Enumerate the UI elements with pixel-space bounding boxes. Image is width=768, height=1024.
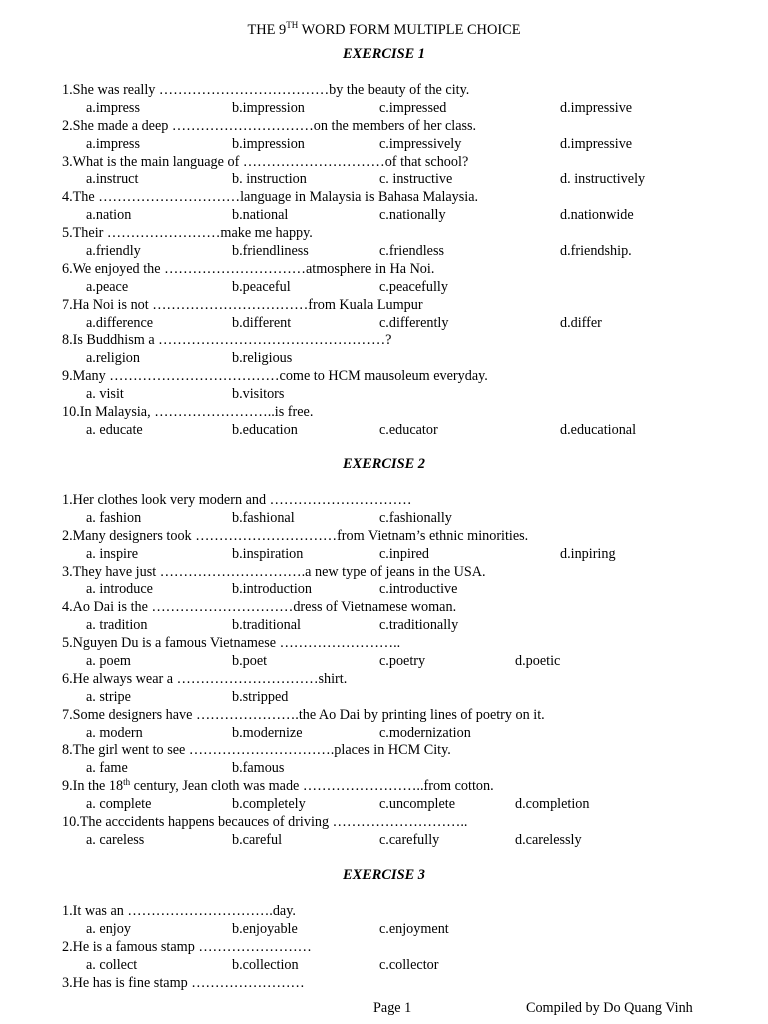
answer-options: [62, 689, 752, 707]
option-d: d.poetic: [515, 653, 561, 670]
question-text: 3.What is the main language of …………………………of that school?: [62, 153, 469, 170]
answer-options: [62, 510, 752, 528]
answer-options: [62, 957, 752, 975]
answer-options: [62, 386, 752, 404]
question-text: 10.The acccidents happens becauces of driving ………………………..: [62, 814, 468, 831]
option-c: c.introductive: [379, 581, 458, 598]
option-a: a. visit: [86, 386, 124, 403]
answer-options: [62, 422, 752, 440]
option-a: a.difference: [86, 314, 154, 331]
option-a: a. educate: [86, 421, 143, 438]
option-c: c. instructive: [379, 171, 453, 188]
option-c: c.educator: [379, 421, 438, 438]
option-c: c.uncomplete: [379, 796, 456, 813]
question-text: 5.Their ……………………make me happy.: [62, 225, 313, 242]
question-text: 9.In the 18th century, Jean cloth was made ……………………..from cotton.: [62, 777, 494, 795]
option-c: c.impressively: [379, 135, 462, 152]
option-b: b.modernize: [232, 724, 303, 741]
option-a: a. introduce: [86, 581, 153, 598]
option-b: b.introduction: [232, 581, 312, 598]
option-b: b.traditional: [232, 617, 301, 634]
option-a: a. enjoy: [86, 920, 131, 937]
option-c: c.carefully: [379, 831, 440, 848]
option-c: c.nationally: [379, 207, 446, 224]
option-b: b.poet: [232, 653, 268, 670]
answer-options: [62, 350, 752, 368]
question-text: 8.Is Buddhism a …………………………………………?: [62, 332, 392, 349]
option-b: b.impression: [232, 135, 305, 152]
question-text: 4.The …………………………language in Malaysia is Bahasa Malaysia.: [62, 189, 479, 206]
option-c: c.friendless: [379, 243, 445, 260]
exercise-1-questions: [62, 82, 752, 440]
option-d: d. instructively: [560, 171, 646, 188]
answer-options: [62, 653, 752, 671]
option-b: b.careful: [232, 831, 283, 848]
question-text: 7.Some designers have ………………….the Ao Dai by printing lines of poetry on it.: [62, 706, 545, 723]
question-text: 2.He is a famous stamp ……………………: [62, 938, 312, 955]
title-superscript: TH: [286, 20, 299, 30]
answer-options: [62, 581, 752, 599]
exercise-3-questions: [62, 903, 752, 992]
option-c: c.poetry: [379, 653, 426, 670]
answer-options: [62, 725, 752, 743]
option-a: a.peace: [86, 278, 129, 295]
answer-options: [62, 546, 752, 564]
option-d: d.impressive: [560, 135, 633, 152]
compiled-by: Compiled by Do Quang Vinh: [526, 1000, 693, 1016]
option-c: c.fashionally: [379, 509, 452, 526]
answer-options: [62, 207, 752, 225]
option-c: c.peacefully: [379, 278, 448, 295]
option-a: a. modern: [86, 724, 143, 741]
answer-options: [62, 760, 752, 778]
option-d: d.educational: [560, 421, 637, 438]
option-d: d.carelessly: [515, 831, 582, 848]
question-text: 5.Nguyen Du is a famous Vietnamese ……………………..: [62, 635, 401, 652]
answer-options: [62, 315, 752, 333]
option-a: a.instruct: [86, 171, 139, 188]
option-d: d.inpiring: [560, 545, 616, 562]
option-a: a.religion: [86, 350, 140, 367]
option-b: b.completely: [232, 796, 306, 813]
option-a: a. inspire: [86, 545, 139, 562]
question-text: 10.In Malaysia, ……………………..is free.: [62, 404, 314, 421]
answer-options: [62, 921, 752, 939]
question-text: 1.Her clothes look very modern and …………………………: [62, 492, 412, 508]
question-text: 3.They have just ………………………….a new type of jeans in the USA.: [62, 563, 486, 580]
option-c: c.differently: [379, 314, 449, 331]
option-b: b.friendliness: [232, 243, 309, 260]
option-b: b.education: [232, 421, 298, 438]
question-text: 4.Ao Dai is the …………………………dress of Vietnamese woman.: [62, 599, 457, 616]
answer-options: [62, 243, 752, 261]
option-c: c.collector: [379, 956, 439, 973]
question-text: 8.The girl went to see ………………………….places in HCM City.: [62, 742, 451, 759]
option-c: c.inpired: [379, 545, 430, 562]
option-b: b.collection: [232, 956, 299, 973]
answer-options: [62, 279, 752, 297]
option-b: b.different: [232, 314, 292, 331]
option-b: b.inspiration: [232, 545, 304, 562]
option-a: a.impress: [86, 99, 140, 116]
option-a: a. fame: [86, 760, 128, 777]
question-text: 2.Many designers took …………………………from Vietnam’s ethnic minorities.: [62, 527, 529, 544]
option-a: a. collect: [86, 956, 138, 973]
answer-options: [62, 100, 752, 118]
option-b: b.impression: [232, 99, 305, 116]
page-number: Page 1: [373, 1000, 412, 1016]
option-b: b.fashional: [232, 509, 295, 526]
option-c: c.impressed: [379, 99, 447, 116]
option-c: c.traditionally: [379, 617, 459, 634]
answer-options: [62, 136, 752, 154]
option-d: d.nationwide: [560, 207, 634, 224]
answer-options: [62, 617, 752, 635]
option-d: d.completion: [515, 796, 590, 813]
question-text: 1.It was an ………………………….day.: [62, 903, 296, 919]
option-b: b.religious: [232, 350, 293, 367]
option-a: a. tradition: [86, 617, 148, 634]
exercise-2-heading: EXERCISE 2: [343, 456, 425, 472]
question-text: 9.Many ………………………………come to HCM mausoleum everyday.: [62, 368, 488, 385]
option-a: a. complete: [86, 796, 152, 813]
answer-options: [62, 832, 752, 850]
option-d: d.differ: [560, 314, 602, 331]
ordinal-superscript: th: [123, 777, 131, 788]
option-c: c.enjoyment: [379, 920, 449, 937]
option-b: b. instruction: [232, 171, 307, 188]
question-text: 6.He always wear a …………………………shirt.: [62, 670, 348, 687]
option-b: b.famous: [232, 760, 285, 777]
question-text: 6.We enjoyed the …………………………atmosphere in Ha Noi.: [62, 260, 435, 277]
option-a: a.nation: [86, 207, 132, 224]
option-b: b.peaceful: [232, 278, 291, 295]
option-a: a. careless: [86, 831, 145, 848]
answer-options: [62, 796, 752, 814]
option-b: b.stripped: [232, 688, 289, 705]
exercise-2-questions: [62, 492, 752, 850]
question-text: 7.Ha Noi is not ……………………………from Kuala Lumpur: [62, 296, 423, 313]
option-d: d.friendship.: [560, 243, 632, 260]
option-c: c.modernization: [379, 724, 471, 741]
question-text: 2.She made a deep …………………………on the members of her class.: [62, 117, 477, 134]
option-b: b.enjoyable: [232, 920, 298, 937]
question-text: 1.She was really ………………………………by the beauty of the city.: [62, 82, 470, 98]
question-text: 3.He has is fine stamp ……………………: [62, 974, 305, 991]
exercise-1-heading: EXERCISE 1: [343, 46, 425, 62]
option-b: b.visitors: [232, 386, 285, 403]
exercise-3-heading: EXERCISE 3: [343, 867, 425, 883]
option-a: a. stripe: [86, 688, 131, 705]
option-a: a. fashion: [86, 509, 142, 526]
option-a: a.impress: [86, 135, 140, 152]
document-title: THE 9TH WORD FORM MULTIPLE CHOICE: [247, 20, 521, 38]
answer-options: [62, 171, 752, 189]
option-a: a. poem: [86, 653, 131, 670]
option-a: a.friendly: [86, 243, 141, 260]
option-b: b.national: [232, 207, 289, 224]
option-d: d.impressive: [560, 99, 633, 116]
